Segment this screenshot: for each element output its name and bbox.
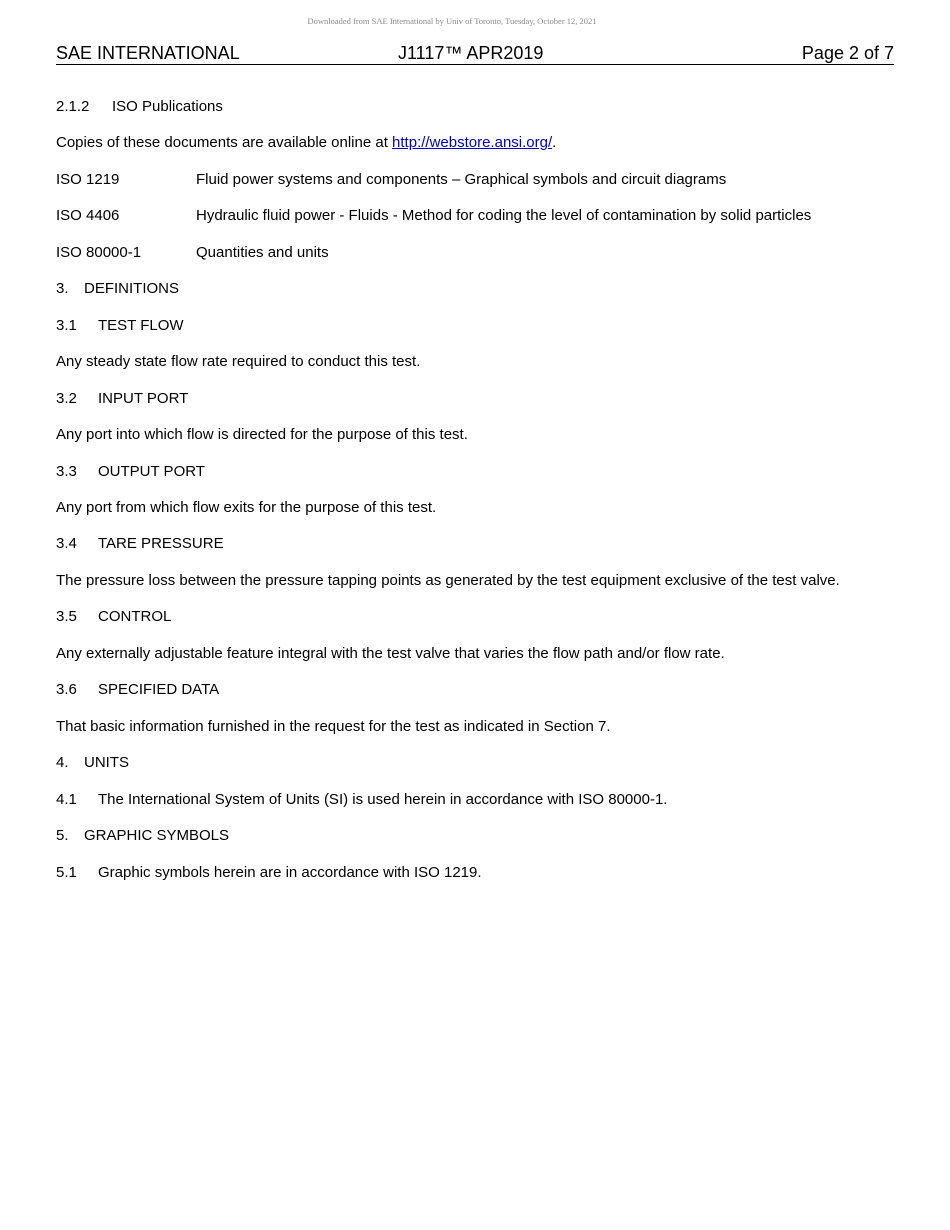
definition-heading — [56, 681, 219, 699]
definition-text: Any port into which flow is directed for the purpose of this test. — [56, 426, 468, 443]
definition-number: 3.4 — [56, 535, 77, 552]
definition-term: OUTPUT PORT — [98, 463, 205, 480]
copies-period: . — [552, 134, 557, 151]
definition-text: Any externally adjustable feature integral with the test valve that varies the flow path and/or flow rate. — [56, 645, 725, 662]
reference-code: ISO 1219 — [56, 171, 120, 188]
definition-text: Any steady state flow rate required to conduct this test. — [56, 353, 421, 370]
section-title: UNITS — [84, 754, 129, 771]
section-heading-definitions — [56, 280, 179, 298]
section-heading-graphic-symbols — [56, 827, 229, 845]
definition-term: SPECIFIED DATA — [98, 681, 220, 698]
section-number: 2.1.2 — [56, 98, 90, 115]
section-heading-units — [56, 754, 129, 772]
section-title: DEFINITIONS — [84, 280, 180, 297]
header-page-number: Page 2 of 7 — [801, 43, 894, 63]
definition-text: Any port from which flow exits for the purpose of this test. — [56, 499, 437, 516]
reference-title: Hydraulic fluid power - Fluids - Method for coding the level of contamination by solid particles — [196, 207, 812, 224]
reference-code: ISO 80000-1 — [56, 244, 142, 261]
copies-paragraph — [56, 134, 556, 152]
definition-term: CONTROL — [98, 608, 172, 625]
webstore-link[interactable]: http://webstore.ansi.org/ — [392, 134, 553, 151]
definition-heading — [56, 390, 188, 408]
section-heading-iso-publications — [56, 98, 223, 116]
download-watermark: Downloaded from SAE International by Univ of Toronto, Tuesday, October 12, 2021 — [307, 16, 597, 26]
reference-row — [56, 171, 726, 189]
definition-number: 3.3 — [56, 463, 77, 480]
definition-number: 3.2 — [56, 390, 77, 407]
definition-term: INPUT PORT — [98, 390, 189, 407]
definition-term: TARE PRESSURE — [98, 535, 224, 552]
reference-title: Fluid power systems and components – Graphical symbols and circuit diagrams — [196, 171, 727, 188]
definition-heading — [56, 463, 205, 481]
definition-term: TEST FLOW — [98, 317, 184, 334]
definition-heading — [56, 535, 224, 553]
section-title: ISO Publications — [112, 98, 223, 115]
reference-row — [56, 207, 811, 225]
graphic-symbols-paragraph — [56, 864, 482, 882]
reference-row — [56, 244, 329, 262]
definition-number: 3.1 — [56, 317, 77, 334]
definition-heading — [56, 608, 171, 626]
units-paragraph — [56, 791, 667, 809]
section-number: 4. — [56, 754, 69, 771]
reference-code: ISO 4406 — [56, 207, 120, 224]
section-number: 5. — [56, 827, 69, 844]
paragraph-text: The International System of Units (SI) is used herein in accordance with ISO 80000-1. — [98, 791, 668, 808]
definition-number: 3.6 — [56, 681, 77, 698]
definition-text: That basic information furnished in the request for the test as indicated in Section 7. — [56, 718, 611, 735]
paragraph-text: Graphic symbols herein are in accordance with ISO 1219. — [98, 864, 482, 881]
paragraph-number: 5.1 — [56, 864, 77, 881]
header-publisher: SAE INTERNATIONAL — [56, 43, 240, 63]
copies-text: Copies of these documents are available online at — [56, 134, 393, 151]
section-number: 3. — [56, 280, 69, 297]
definition-heading — [56, 317, 184, 335]
section-title: GRAPHIC SYMBOLS — [84, 827, 230, 844]
reference-title: Quantities and units — [196, 244, 329, 261]
header-doc-id: J1117™ APR2019 — [398, 43, 544, 63]
definition-text: The pressure loss between the pressure tapping points as generated by the test equipment exclusive of the test valve. — [56, 572, 840, 589]
definition-number: 3.5 — [56, 608, 77, 625]
paragraph-number: 4.1 — [56, 791, 77, 808]
page-header — [56, 43, 894, 65]
